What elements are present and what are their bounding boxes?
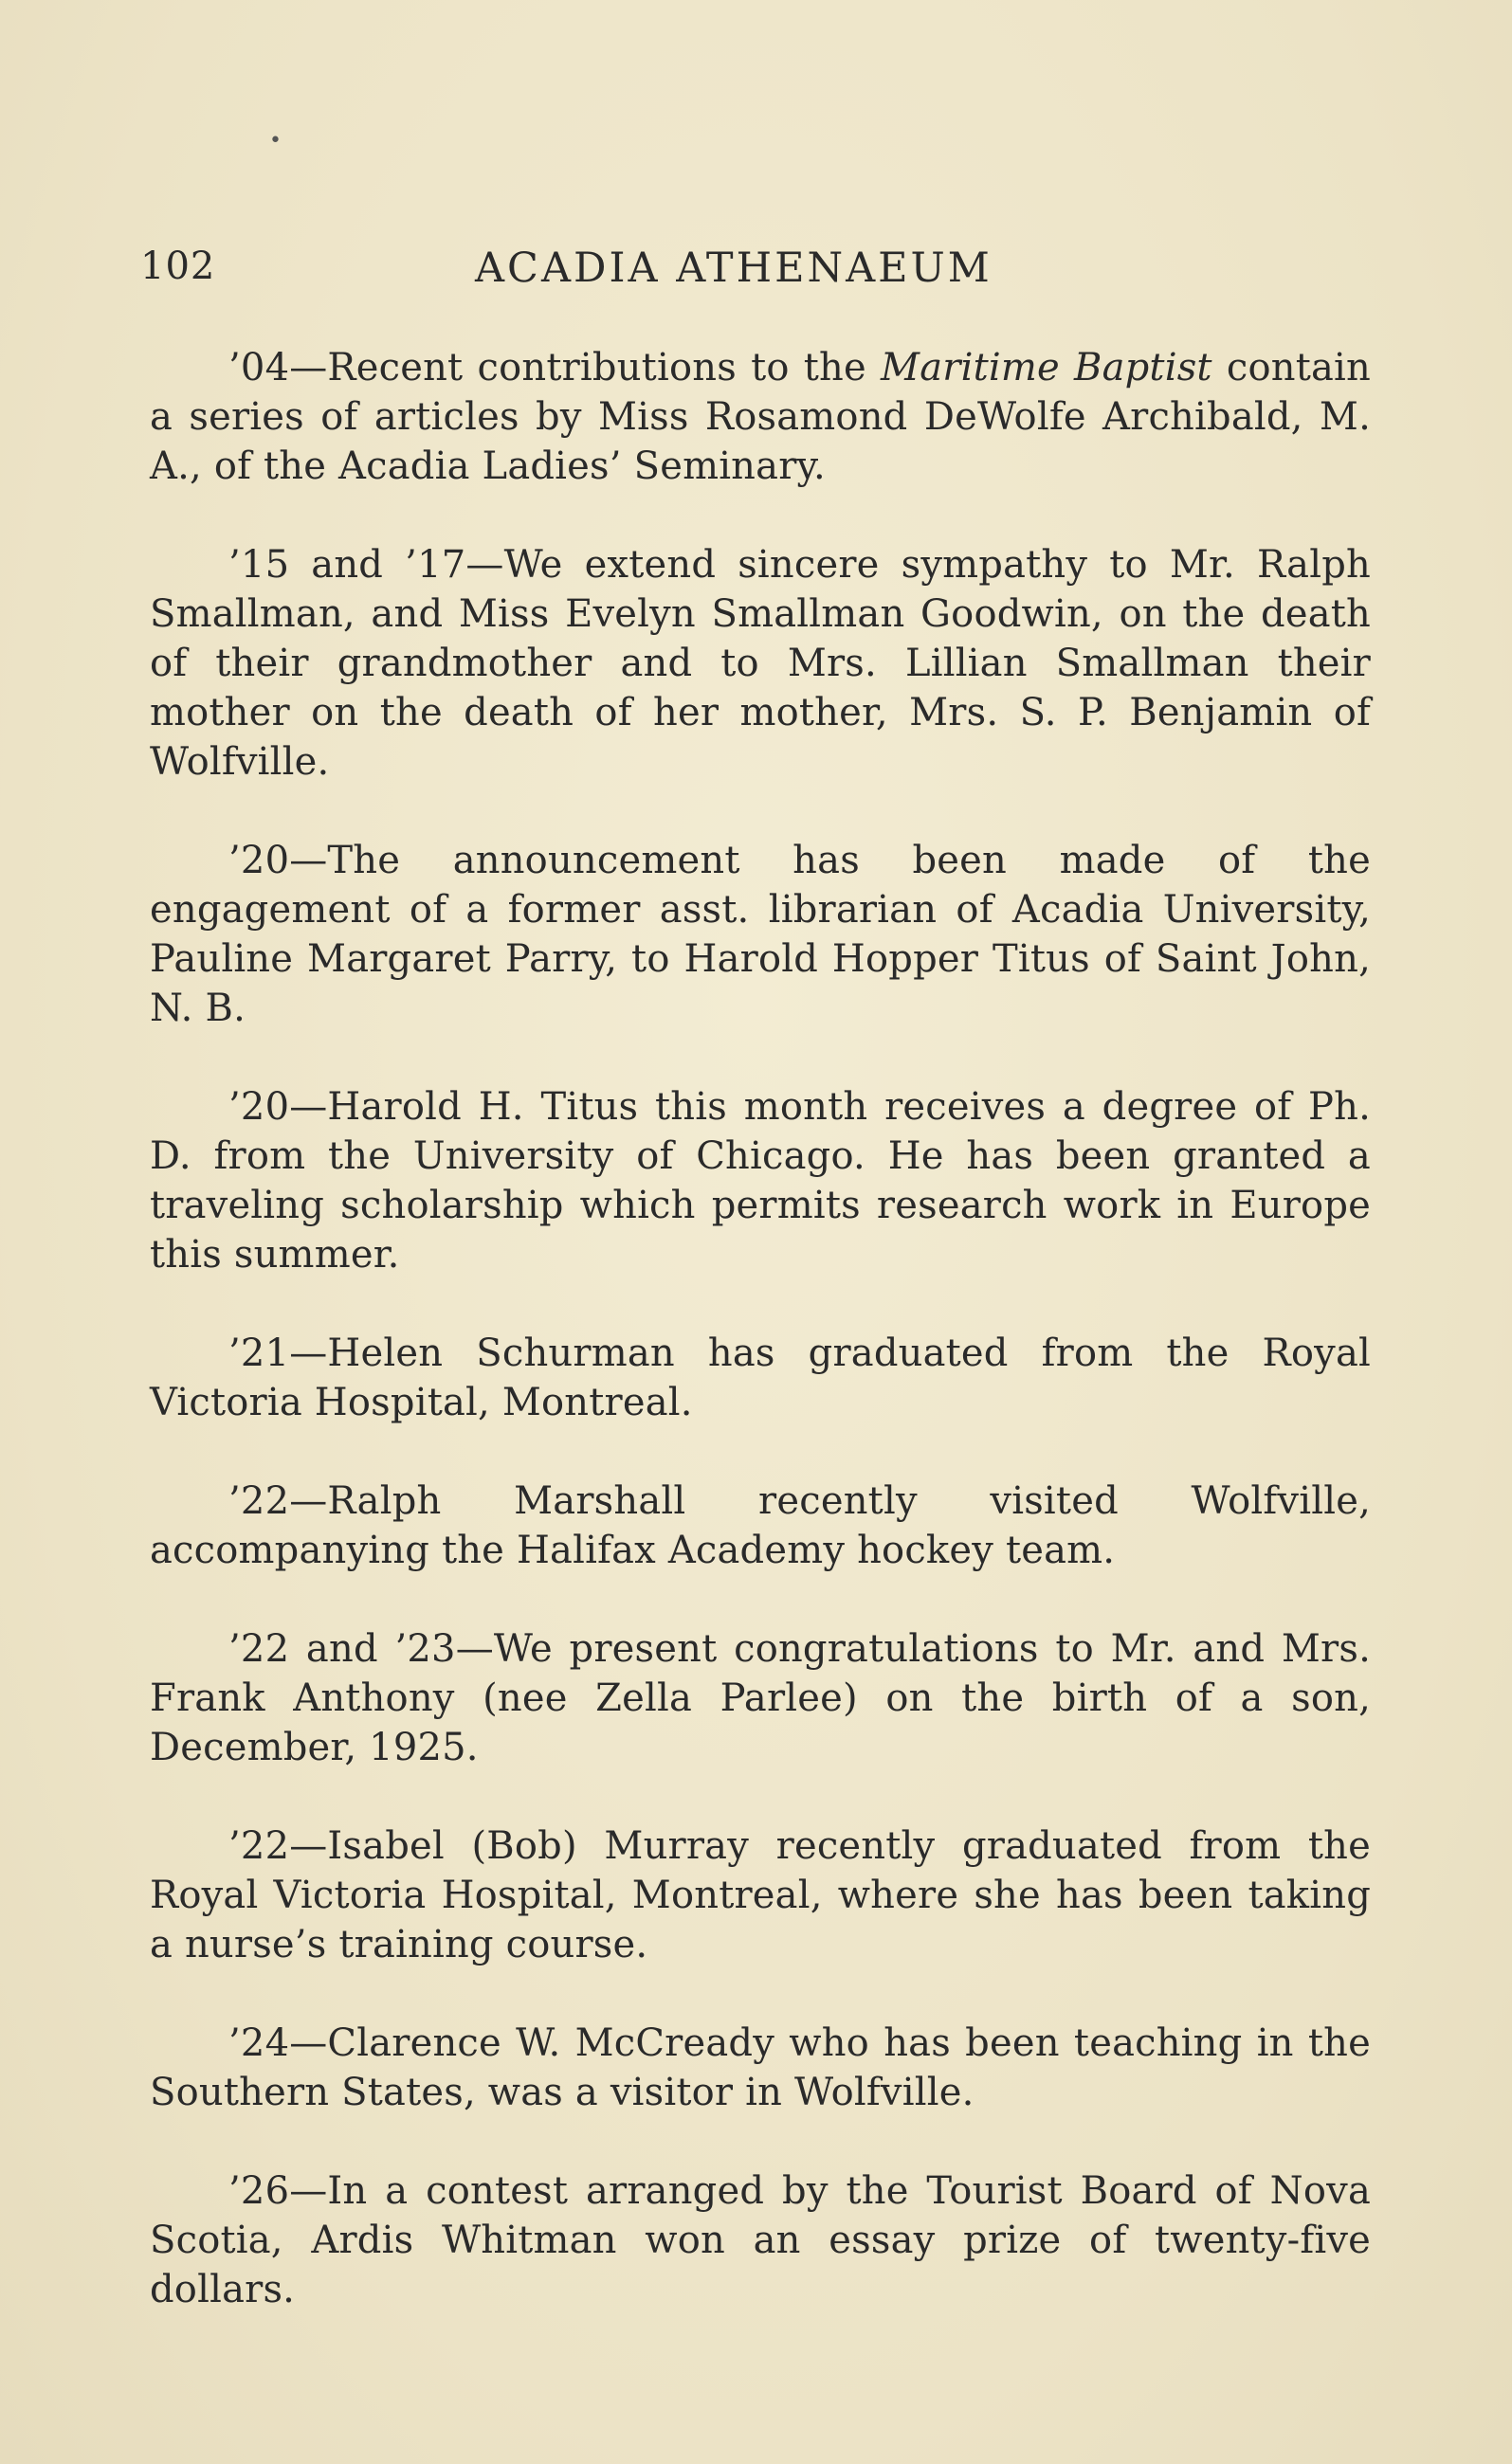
class-year: ’21	[228, 1332, 290, 1375]
class-year: ’04	[228, 346, 290, 390]
page-number: 102	[140, 245, 216, 288]
note-text: Isabel (Bob) Murray recently graduated from the Royal Victoria Hospital, Montreal, where she has been taking a nurse’s training course.	[150, 1824, 1371, 1966]
alumni-note	[150, 1624, 1371, 1772]
note-text: contain a series of articles by Miss Rosamond DeWolfe Archibald, M. A., of the Acadia Ladies’ Seminary.	[150, 346, 1371, 488]
alumni-note	[150, 343, 1371, 491]
em-dash: —	[455, 1627, 494, 1671]
em-dash: —	[465, 543, 504, 587]
class-year: ’15 and ’17	[228, 543, 466, 587]
alumni-note	[150, 1821, 1371, 1969]
alumni-notes	[150, 343, 1371, 2364]
note-text: Ralph Marshall recently visited Wolfville, accompanying the Halifax Academy hockey team.	[150, 1479, 1371, 1572]
note-text: We present congratulations to Mr. and Mrs. Frank Anthony (nee Zella Parlee) on the birth of a son, December, 1925.	[150, 1627, 1371, 1769]
class-year: ’22	[228, 1824, 290, 1868]
alumni-note	[150, 1329, 1371, 1427]
note-text: Helen Schurman has graduated from the Royal Victoria Hospital, Montreal.	[150, 1332, 1371, 1424]
class-year: ’24	[228, 2021, 290, 2065]
alumni-note	[150, 2166, 1371, 2314]
note-text: Clarence W. McCready who has been teaching in the Southern States, was a visitor in Wolfville.	[150, 2021, 1371, 2114]
alumni-note	[150, 836, 1371, 1033]
note-text: Harold H. Titus this month receives a degree of Ph. D. from the University of Chicago. He has been granted a traveling scholarship which permits research work in Europe this summer.	[150, 1085, 1371, 1277]
note-text: We extend sincere sympathy to Mr. Ralph Smallman, and Miss Evelyn Smallman Goodwin, on the death of their grandmother and to Mrs. Lillian Smallman their mother on the death of her mother, Mrs. S. P. Benjamin of Wolfville.	[150, 543, 1371, 784]
em-dash: —	[289, 1332, 328, 1375]
note-text: Recent contributions to the	[327, 346, 882, 390]
note-text: The announcement has been made of the engagement of a former asst. librarian of Acadia University, Pauline Margaret Parry, to Harold Hopper Titus of Saint John, N. B.	[150, 839, 1371, 1030]
note-text: In a contest arranged by the Tourist Board of Nova Scotia, Ardis Whitman won an essay prize of twenty-five dollars.	[150, 2169, 1371, 2311]
em-dash: —	[289, 2169, 328, 2213]
alumni-note	[150, 1082, 1371, 1279]
running-head: ACADIA ATHENAEUM	[475, 245, 993, 292]
alumni-note	[150, 2019, 1371, 2117]
alumni-note	[150, 540, 1371, 787]
class-year: ’22 and ’23	[228, 1627, 456, 1671]
class-year: ’20	[228, 839, 290, 882]
class-year: ’26	[228, 2169, 290, 2213]
em-dash: —	[289, 839, 328, 882]
class-year: ’20	[228, 1085, 290, 1129]
em-dash: —	[289, 2021, 328, 2065]
em-dash: —	[289, 1479, 328, 1523]
publication-title: Maritime Baptist	[881, 346, 1212, 390]
alumni-note	[150, 1477, 1371, 1575]
class-year: ’22	[228, 1479, 290, 1523]
em-dash: —	[289, 346, 328, 390]
ink-speck: •	[269, 129, 282, 153]
em-dash: —	[289, 1085, 328, 1129]
page-header	[140, 245, 1373, 301]
em-dash: —	[289, 1824, 328, 1868]
